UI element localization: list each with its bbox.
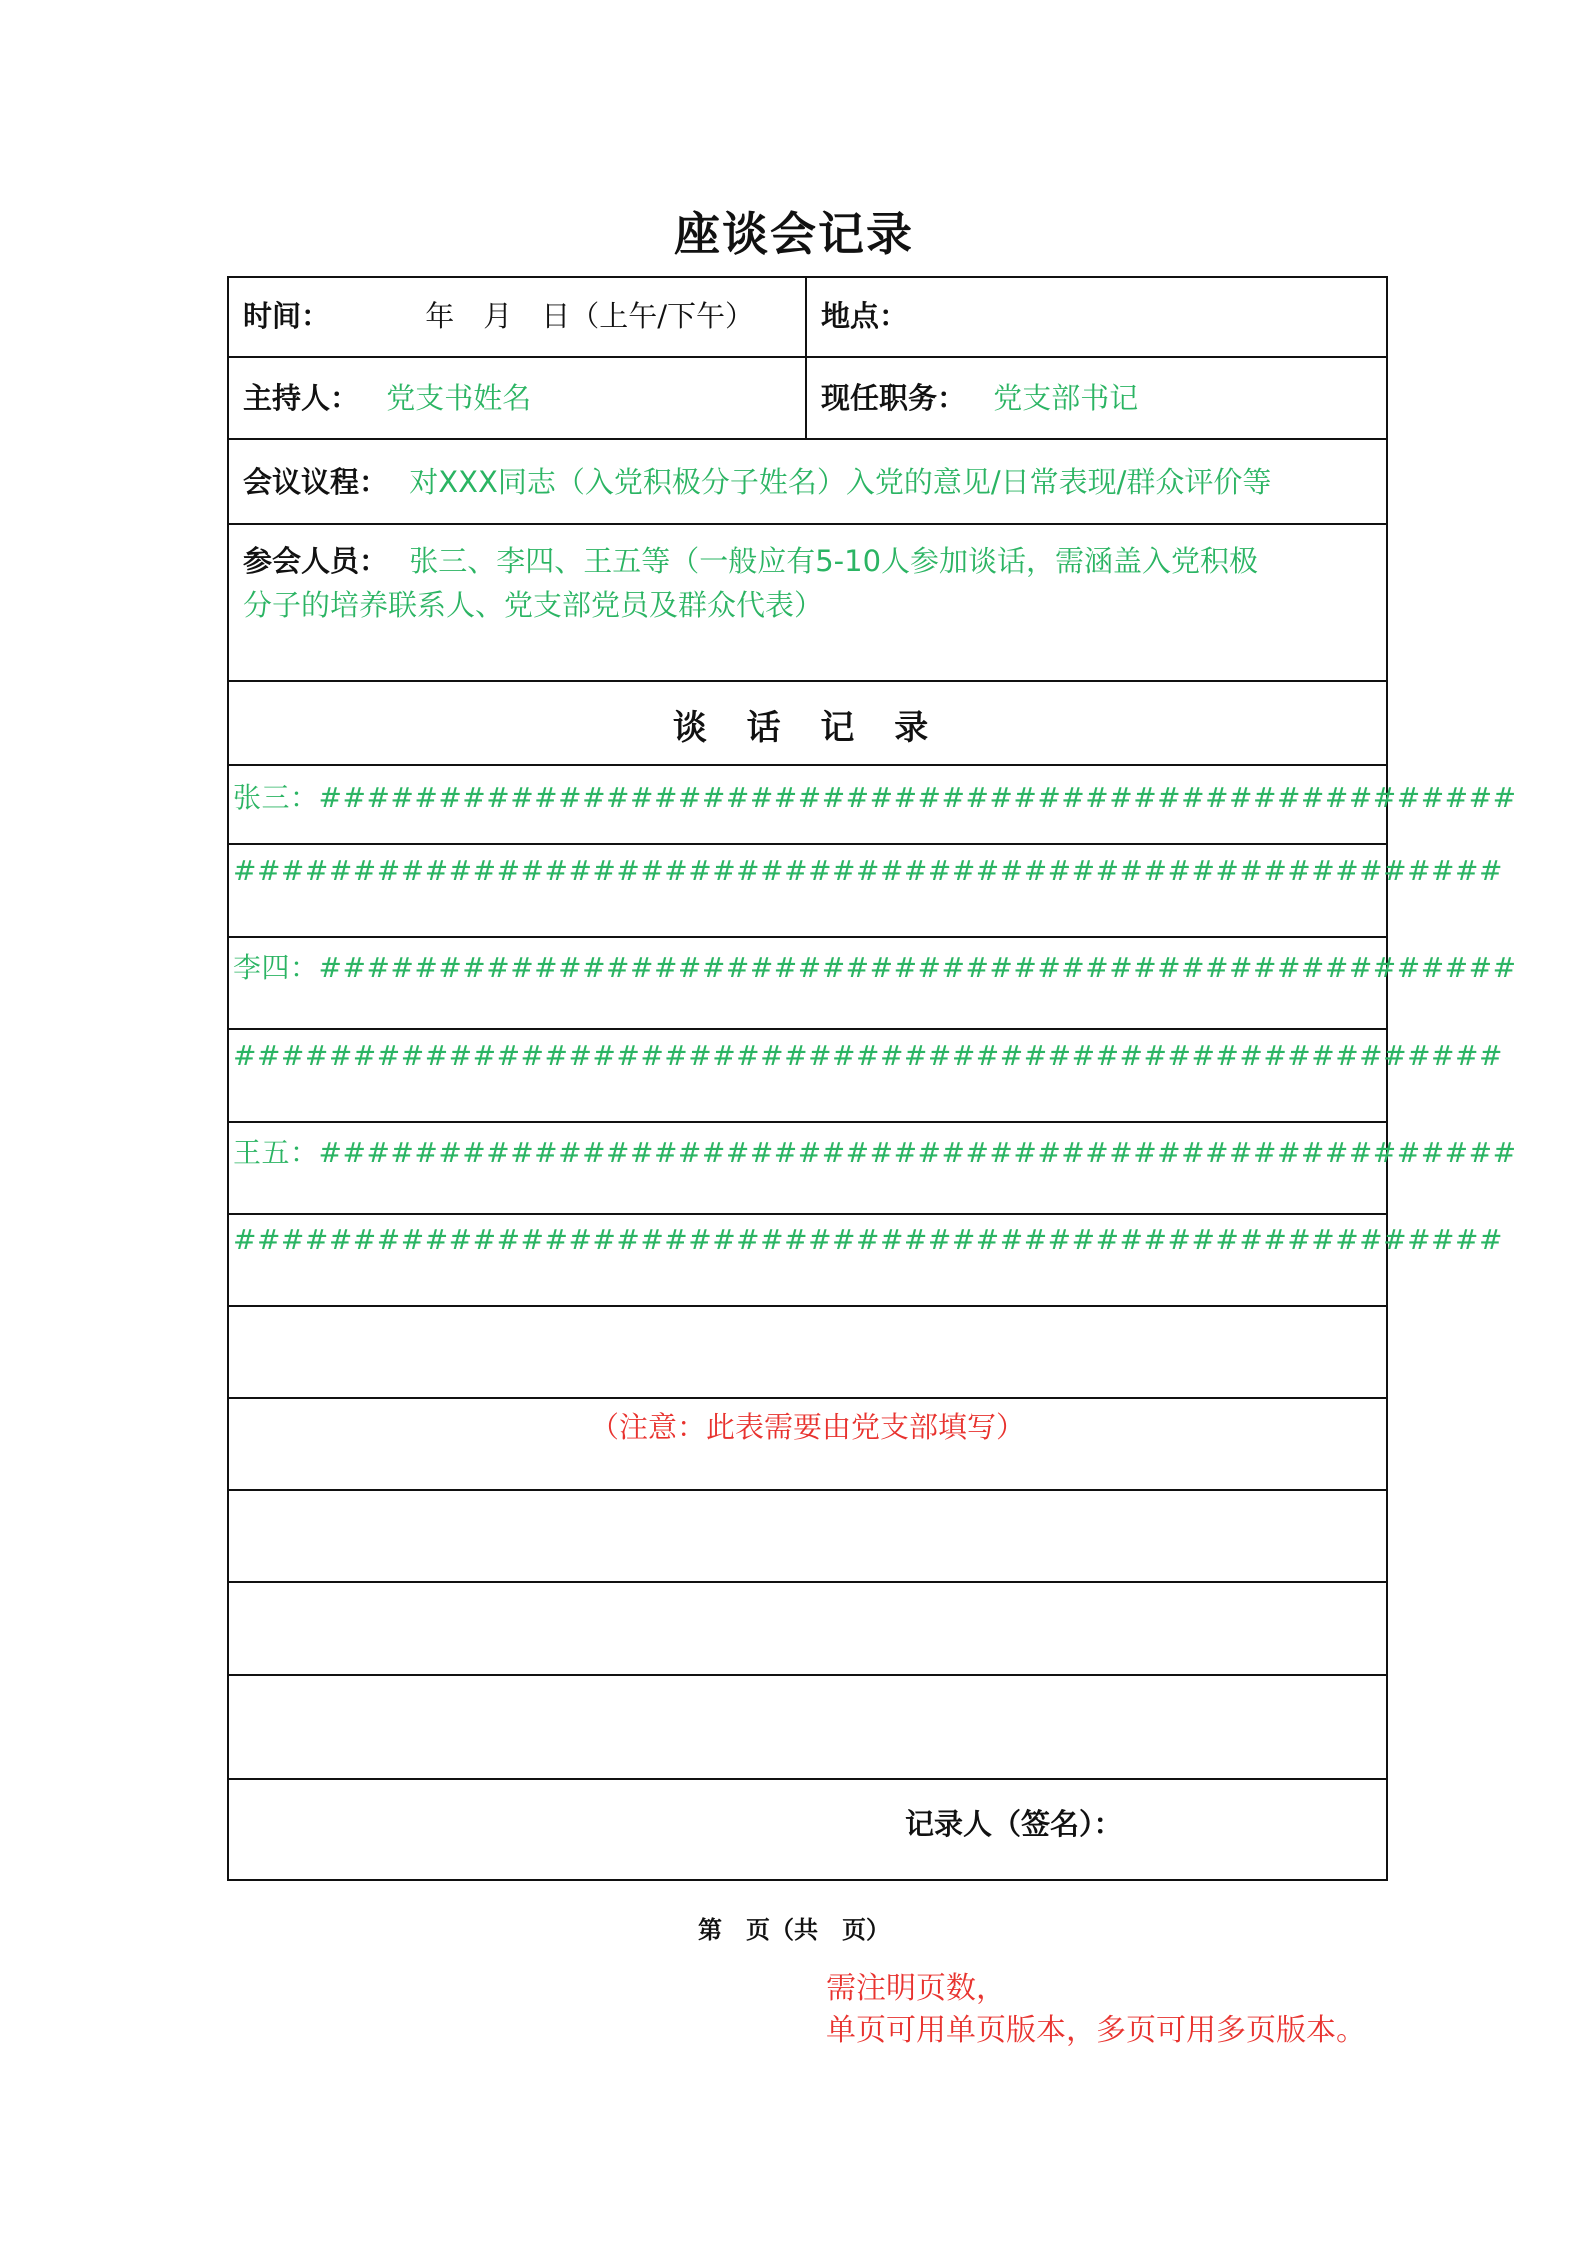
position-value: 党支部书记 [993,381,1139,415]
row-divider [229,356,1386,358]
row-divider [229,764,1386,766]
record-line: ##################################################### [233,1039,1503,1072]
document-title: 座谈会记录 [674,207,914,261]
host-label: 主持人： [243,381,360,415]
row-divider [229,1028,1386,1030]
record-line: 王五：################################################## [233,1136,1517,1169]
record-line: 张三：################################################## [233,781,1517,814]
row-divider [229,1581,1386,1583]
row-divider [229,1397,1386,1399]
row-divider [229,1305,1386,1307]
row-divider [229,1778,1386,1780]
agenda-label: 会议议程： [243,465,389,499]
row-divider [229,1121,1386,1123]
attendees-label: 参会人员： [243,544,389,578]
record-line: ##################################################### [233,1223,1503,1256]
position-label: 现任职务： [821,381,967,415]
attendees-value-line2: 分子的培养联系人、党支部党员及群众代表） [243,588,824,622]
notice-text: （注意：此表需要由党支部填写） [589,1410,1025,1444]
record-line: ##################################################### [233,854,1503,887]
row-divider [229,523,1386,525]
row-divider [229,936,1386,938]
row-divider [229,1489,1386,1491]
record-table [227,276,1517,1881]
section-title: 谈 话 记 录 [672,708,943,748]
row-divider [229,680,1386,682]
recorder-signature-label: 记录人（签名）： [905,1807,1123,1841]
record-line: 李四：################################################## [233,951,1517,984]
side-note-line1: 需注明页数， [826,1971,1006,2006]
page-count: 第 页（共 页） [698,1916,890,1944]
attendees-value-line1: 张三、李四、王五等（一般应有5-10人参加谈话，需涵盖入党积极 [409,544,1259,578]
row-divider [229,843,1386,845]
row-divider [229,1674,1386,1676]
column-divider [805,278,807,438]
side-note-line2: 单页可用单页版本，多页可用多页版本。 [826,2013,1366,2048]
host-value: 党支书姓名 [386,381,532,415]
agenda-value: 对XXX同志（入党积极分子姓名）入党的意见/日常表现/群众评价等 [409,465,1272,499]
row-divider [229,1213,1386,1215]
place-label: 地点： [821,299,909,333]
side-note [826,1968,1366,2052]
row-divider [229,438,1386,440]
time-label: 时间： [243,299,331,333]
time-value: 年 月 日（上午/下午） [425,299,755,333]
